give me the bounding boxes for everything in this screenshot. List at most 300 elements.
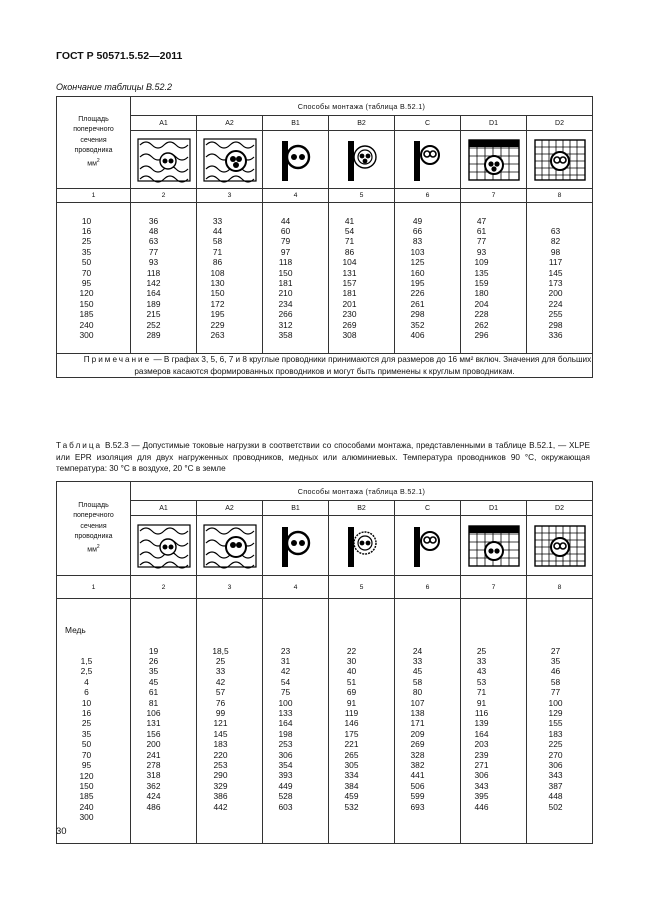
table-cell-value: 40: [346, 666, 357, 677]
column-number: 7: [461, 576, 527, 599]
table-cell-value: 71: [476, 687, 487, 698]
table-cell-value: 506: [410, 780, 425, 791]
table-cell-value: 48: [148, 225, 159, 236]
column-number: 5: [329, 189, 395, 203]
method-a1: А1: [131, 116, 197, 131]
table-cell-value: 358: [278, 330, 293, 341]
table-cell-value: 25: [215, 656, 226, 667]
table-cell-value: 47: [476, 215, 487, 226]
table-cell-value: 106: [146, 708, 161, 719]
table-cell-value: 146: [344, 718, 359, 729]
table-note: [57, 354, 593, 378]
row-header-line: поперечного: [73, 126, 114, 134]
table-cell-value: 164: [146, 288, 161, 299]
table-cell-value: 599: [410, 791, 425, 802]
icon-cell-b1: [263, 516, 329, 576]
direct-in-ground-icon: [532, 523, 588, 569]
table-cell-value: 226: [410, 288, 425, 299]
table-cell-value: 215: [146, 309, 161, 320]
column-b2: [329, 203, 395, 354]
table-cell-value: 181: [278, 278, 293, 288]
table-cell-value: 150: [79, 780, 94, 791]
method-a2: А2: [197, 116, 263, 131]
icon-cell-d2: [527, 516, 593, 576]
table-cell-value: 318: [146, 770, 161, 781]
table-cell-value: 387: [548, 780, 563, 791]
method-d1: D1: [461, 501, 527, 516]
method-b1: В1: [263, 116, 329, 131]
method-a2: А2: [197, 501, 263, 516]
table-cell-value: 269: [342, 319, 357, 330]
page-number: 30: [56, 826, 67, 837]
insulated-wall-conduit-icon: [136, 137, 192, 183]
row-header-line: проводника: [74, 147, 113, 155]
table-cell-value: 171: [410, 718, 425, 729]
table-cell-value: 117: [548, 257, 563, 268]
icon-cell-b2: [329, 131, 395, 189]
table-cell-value: 164: [278, 718, 293, 729]
table-cell-value: 35: [81, 246, 92, 257]
table-cell-value: 25: [81, 718, 92, 729]
icon-cell-d2: [527, 131, 593, 189]
table-cell-value: 528: [278, 791, 293, 802]
table-b52-2-end: [56, 96, 593, 378]
table-cell-value: 45: [148, 676, 159, 687]
multicore-conduit-on-wall-icon: [334, 523, 390, 569]
column-number: 8: [527, 189, 593, 203]
table-cell-value: 58: [550, 676, 561, 687]
table-cell-value: 54: [280, 676, 291, 687]
table-cell-value: 160: [410, 267, 425, 278]
table-cell-value: 104: [342, 257, 357, 268]
table-cell-value: 150: [79, 298, 94, 309]
table-cell-value: 70: [81, 267, 92, 278]
table-cell-value: 183: [213, 739, 228, 750]
table-cell-value: 63: [550, 225, 561, 236]
table-cell-value: 393: [278, 770, 293, 781]
icon-cell-a2: [197, 131, 263, 189]
table-cell-value: 300: [79, 812, 94, 823]
table-cell-value: [527, 216, 584, 226]
method-b1: В1: [263, 501, 329, 516]
column-a1: [131, 599, 197, 844]
table-cell-value: 225: [548, 739, 563, 750]
table-cell-value: 44: [212, 225, 223, 236]
table-cell-value: 77: [476, 236, 487, 247]
table-cell-value: 19: [148, 645, 159, 656]
table-cell-value: 441: [410, 770, 425, 781]
column-number: 4: [263, 189, 329, 203]
table-cell-value: 60: [280, 225, 291, 236]
column-number: 2: [131, 576, 197, 599]
table-cell-value: 145: [213, 728, 228, 739]
table-cell-value: 308: [342, 330, 357, 341]
table-cell-value: 269: [410, 739, 425, 750]
table-cell-value: 306: [278, 749, 293, 760]
table-cell-value: 43: [476, 666, 487, 677]
table-cell-value: 382: [410, 760, 425, 771]
column-area: [57, 599, 131, 844]
method-d1: D1: [461, 116, 527, 131]
table-cell-value: 298: [410, 309, 425, 320]
table-cell-value: 185: [79, 791, 94, 802]
table-cell-value: 449: [278, 780, 293, 791]
table-cell-value: 239: [474, 749, 489, 760]
table-cell-value: 79: [280, 236, 291, 247]
table-cell-value: 2,5: [80, 666, 93, 677]
table-cell-value: 81: [148, 697, 159, 708]
table-cell-value: 135: [474, 267, 489, 278]
table-cell-value: 189: [146, 298, 161, 309]
table-cell-value: 33: [215, 666, 226, 677]
table-cell-value: 45: [412, 666, 423, 677]
method-d2: D2: [527, 501, 593, 516]
table-cell-value: 442: [213, 801, 228, 812]
table1-caption: Окончание таблицы В.52.2: [56, 82, 172, 92]
table-cell-value: 173: [548, 278, 563, 288]
table-cell-value: 271: [474, 760, 489, 771]
table-cell-value: 50: [81, 257, 92, 268]
table-cell-value: 298: [548, 319, 563, 330]
table-cell-value: 69: [346, 687, 357, 698]
table-cell-value: 125: [410, 257, 425, 268]
table-cell-value: 98: [550, 246, 561, 257]
table-cell-value: 100: [548, 697, 563, 708]
table-cell-value: 24: [412, 645, 423, 656]
table-cell-value: 31: [280, 656, 291, 667]
table-cell-value: 83: [412, 236, 423, 247]
table-cell-value: 312: [278, 319, 293, 330]
column-b1: [263, 203, 329, 354]
table-cell-value: 220: [213, 749, 228, 760]
table-cell-value: 95: [81, 278, 92, 288]
icon-cell-a1: [131, 516, 197, 576]
method-d2: D2: [527, 116, 593, 131]
table-cell-value: 91: [476, 697, 487, 708]
column-b2: [329, 599, 395, 844]
table-cell-value: 118: [278, 257, 293, 268]
table-cell-value: 107: [410, 697, 425, 708]
column-c: [395, 599, 461, 844]
column-number: 3: [197, 189, 263, 203]
table-cell-value: 150: [210, 288, 225, 299]
column-number: 8: [527, 576, 593, 599]
table-cell-value: 33: [412, 656, 423, 667]
table-cell-value: 210: [278, 288, 293, 299]
column-area: [57, 203, 131, 354]
material-label: Медь: [65, 624, 86, 635]
table-cell-value: 253: [278, 739, 293, 750]
table-cell-value: 296: [474, 330, 489, 341]
table-cell-value: 145: [548, 267, 563, 278]
table-cell-value: 116: [474, 708, 489, 719]
table-cell-value: 459: [344, 791, 359, 802]
table-cell-value: 130: [210, 278, 225, 288]
row-header-line: Площадь: [78, 501, 109, 509]
table-cell-value: 121: [213, 718, 228, 729]
column-a2: [197, 599, 263, 844]
table-cell-value: 424: [146, 791, 161, 802]
table-cell-value: 305: [344, 760, 359, 771]
column-b1: [263, 599, 329, 844]
table-cell-value: 120: [79, 288, 94, 299]
table-cell-value: 406: [410, 330, 425, 341]
icon-cell-b2: [329, 516, 395, 576]
table-cell-value: 16: [81, 708, 92, 719]
table-cell-value: 289: [146, 330, 161, 341]
table-cell-value: 603: [278, 801, 293, 812]
table-cell-value: 198: [278, 728, 293, 739]
conduit-on-wall-icon: [268, 523, 324, 569]
table-cell-value: 221: [344, 739, 359, 750]
table-cell-value: 42: [280, 666, 291, 677]
table-cell-value: 209: [410, 728, 425, 739]
table-cell-value: 138: [410, 708, 425, 719]
table-cell-value: 262: [474, 319, 489, 330]
table-cell-value: 30: [346, 656, 357, 667]
table-cell-value: 18,5: [212, 645, 229, 656]
row-header-line: проводника: [74, 533, 113, 541]
table-cell-value: 77: [148, 246, 159, 257]
table-cell-value: 46: [550, 666, 561, 677]
table-cell-value: 75: [280, 687, 291, 698]
caption-text: В.52.3 — Допустимые токовые нагрузки в соответствии со способами монтажа, представленными в таблице В.52.1, — XLPE или EPR изоляция для двух нагруженных проводников, медных или алюминиевых. Температура проводников 90 °С, окружающая температура: 30 °С в воздухе, 20 °С в земле: [56, 441, 590, 474]
column-d1: [461, 599, 527, 844]
table-cell-value: 27: [550, 645, 561, 656]
table-cell-value: 129: [548, 708, 563, 719]
row-header-cell: [57, 97, 131, 189]
table-cell-value: 142: [146, 278, 161, 288]
table-cell-value: 10: [81, 215, 92, 226]
table-cell-value: 329: [213, 780, 228, 791]
table-cell-value: 150: [278, 267, 293, 278]
insulated-wall-conduit-icon: [136, 523, 192, 569]
table-cell-value: 290: [213, 770, 228, 781]
icon-cell-c: [395, 131, 461, 189]
cable-on-wall-icon: [400, 137, 456, 183]
column-d2: [527, 599, 593, 844]
table-cell-value: 234: [278, 298, 293, 309]
column-number: 6: [395, 576, 461, 599]
table-cell-value: 343: [548, 770, 563, 781]
row-header-line: $мм^2$: [87, 158, 100, 168]
table-cell-value: 139: [474, 718, 489, 729]
table-cell-value: 50: [81, 739, 92, 750]
method-c: С: [395, 501, 461, 516]
table2-caption: [56, 440, 590, 475]
table-cell-value: 51: [346, 676, 357, 687]
column-a2: [197, 203, 263, 354]
table-cell-value: 119: [344, 708, 359, 719]
table-cell-value: 502: [548, 801, 563, 812]
note-text: — В графах 3, 5, 6, 7 и 8 круглые проводники принимаются для размеров до 16 мм² включ. Значения для больших размеров касаются формированных проводников и могут быть применены к круглым проводникам.: [134, 355, 592, 376]
table-cell-value: 103: [410, 246, 425, 257]
table-cell-value: 384: [344, 780, 359, 791]
table-cell-value: 35: [550, 656, 561, 667]
table-cell-value: 395: [474, 791, 489, 802]
table-cell-value: 229: [210, 319, 225, 330]
table-cell-value: 97: [280, 246, 291, 257]
table-cell-value: 93: [148, 257, 159, 268]
table-cell-value: 6: [84, 687, 89, 698]
row-header-line: сечения: [80, 136, 107, 144]
table-cell-value: 16: [81, 225, 92, 236]
table-cell-value: 261: [410, 298, 425, 309]
table-cell-value: 109: [474, 257, 489, 268]
table-cell-value: 241: [146, 749, 161, 760]
table-cell-value: 263: [210, 330, 225, 341]
column-c: [395, 203, 461, 354]
table-cell-value: 54: [344, 225, 355, 236]
column-number: 1: [57, 576, 131, 599]
table-cell-value: 693: [410, 801, 425, 812]
table-cell-value: 386: [213, 791, 228, 802]
table-cell-value: 183: [548, 728, 563, 739]
table-cell-value: 157: [342, 278, 357, 288]
table-cell-value: 25: [81, 236, 92, 247]
icon-cell-d1: [461, 131, 527, 189]
icon-cell-d1: [461, 516, 527, 576]
row-header-line: сечения: [80, 522, 107, 530]
table-cell-value: 57: [215, 687, 226, 698]
duct-in-ground-icon: [466, 137, 522, 183]
table-cell-value: 306: [548, 760, 563, 771]
table-cell-value: 354: [278, 760, 293, 771]
table-cell-value: 159: [474, 278, 489, 288]
table-cell-value: 108: [210, 267, 225, 278]
table-cell-value: 22: [346, 645, 357, 656]
table-cell-value: 230: [342, 309, 357, 320]
insulated-wall-multicore-icon: [202, 523, 258, 569]
table-cell-value: 155: [548, 718, 563, 729]
method-b2: В2: [329, 116, 395, 131]
table-cell-value: 270: [548, 749, 563, 760]
insulated-wall-multicore-icon: [202, 137, 258, 183]
table-cell-value: 58: [212, 236, 223, 247]
table-cell-value: 41: [344, 215, 355, 226]
table-cell-value: 195: [410, 278, 425, 288]
table-cell-value: 131: [342, 267, 357, 278]
table-cell-value: 448: [548, 791, 563, 802]
table-cell-value: 99: [215, 708, 226, 719]
table-cell-value: 224: [548, 298, 563, 309]
table-cell-value: 181: [342, 288, 357, 299]
table-cell-value: 300: [79, 330, 94, 341]
method-a1: А1: [131, 501, 197, 516]
row-header-line: поперечного: [73, 512, 114, 520]
table-cell-value: 185: [79, 309, 94, 320]
table-cell-value: 76: [215, 697, 226, 708]
table-cell-value: 334: [344, 770, 359, 781]
table-cell-value: 4: [84, 676, 89, 687]
table-cell-value: 265: [344, 749, 359, 760]
table-cell-value: 156: [146, 728, 161, 739]
table-cell-value: 255: [548, 309, 563, 320]
table-cell-value: 131: [146, 718, 161, 729]
table-cell-value: 336: [548, 330, 563, 341]
table-cell-value: 70: [81, 749, 92, 760]
table-cell-value: 35: [148, 666, 159, 677]
duct-in-ground-icon: [466, 523, 522, 569]
table-cell-value: 240: [79, 319, 94, 330]
table-cell-value: 35: [81, 728, 92, 739]
table-cell-value: 240: [79, 801, 94, 812]
table-cell-value: 118: [146, 267, 161, 278]
table-cell-value: 352: [410, 319, 425, 330]
row-header-line: $мм^2$: [87, 544, 100, 554]
table-cell-value: 86: [344, 246, 355, 257]
table-cell-value: 100: [278, 697, 293, 708]
table-cell-value: 80: [412, 687, 423, 698]
direct-in-ground-icon: [532, 137, 588, 183]
table-cell-value: 36: [148, 215, 159, 226]
icon-cell-b1: [263, 131, 329, 189]
table-cell-value: 532: [344, 801, 359, 812]
column-a1: [131, 203, 197, 354]
table-cell-value: 204: [474, 298, 489, 309]
table-cell-value: 95: [81, 760, 92, 771]
group-header: Способы монтажа (таблица В.52.1): [131, 482, 593, 501]
icon-cell-a1: [131, 131, 197, 189]
column-number: 6: [395, 189, 461, 203]
table-cell-value: 71: [344, 236, 355, 247]
table-cell-value: 252: [146, 319, 161, 330]
table-cell-value: 203: [474, 739, 489, 750]
icon-cell-c: [395, 516, 461, 576]
table-cell-value: 66: [412, 225, 423, 236]
column-number: 5: [329, 576, 395, 599]
table-cell-value: 25: [476, 645, 487, 656]
table-cell-value: 175: [344, 728, 359, 739]
table-cell-value: 82: [550, 236, 561, 247]
table-cell-value: 195: [210, 309, 225, 320]
column-number: 2: [131, 189, 197, 203]
table-cell-value: 228: [474, 309, 489, 320]
table-cell-value: 133: [278, 708, 293, 719]
caption-label: Таблица: [56, 441, 103, 450]
cable-on-wall-icon: [400, 523, 456, 569]
table-cell-value: 200: [146, 739, 161, 750]
table-cell-value: 180: [474, 288, 489, 299]
column-d2: [527, 203, 593, 354]
table-cell-value: 42: [215, 676, 226, 687]
multicore-conduit-on-wall-icon: [334, 137, 390, 183]
table-cell-value: 71: [212, 246, 223, 257]
table-cell-value: 63: [148, 236, 159, 247]
table-cell-value: 306: [474, 770, 489, 781]
method-b2: В2: [329, 501, 395, 516]
table-cell-value: 201: [342, 298, 357, 309]
column-number: 4: [263, 576, 329, 599]
column-number: 3: [197, 576, 263, 599]
group-header: Способы монтажа (таблица В.52.1): [131, 97, 593, 116]
table-cell-value: 253: [213, 760, 228, 771]
column-number: 7: [461, 189, 527, 203]
table-cell-value: 33: [476, 656, 487, 667]
table-b52-3: [56, 481, 593, 844]
table-cell-value: 328: [410, 749, 425, 760]
table-cell-value: 486: [146, 801, 161, 812]
table-cell-value: 164: [474, 728, 489, 739]
table-cell-value: 61: [476, 225, 487, 236]
table-cell-value: 61: [148, 687, 159, 698]
table-cell-value: 172: [210, 298, 225, 309]
table-cell-value: 58: [412, 676, 423, 687]
table-cell-value: 91: [346, 697, 357, 708]
table-cell-value: 343: [474, 780, 489, 791]
row-header-line: Площадь: [78, 115, 109, 123]
note-label: Примечание: [83, 355, 152, 364]
